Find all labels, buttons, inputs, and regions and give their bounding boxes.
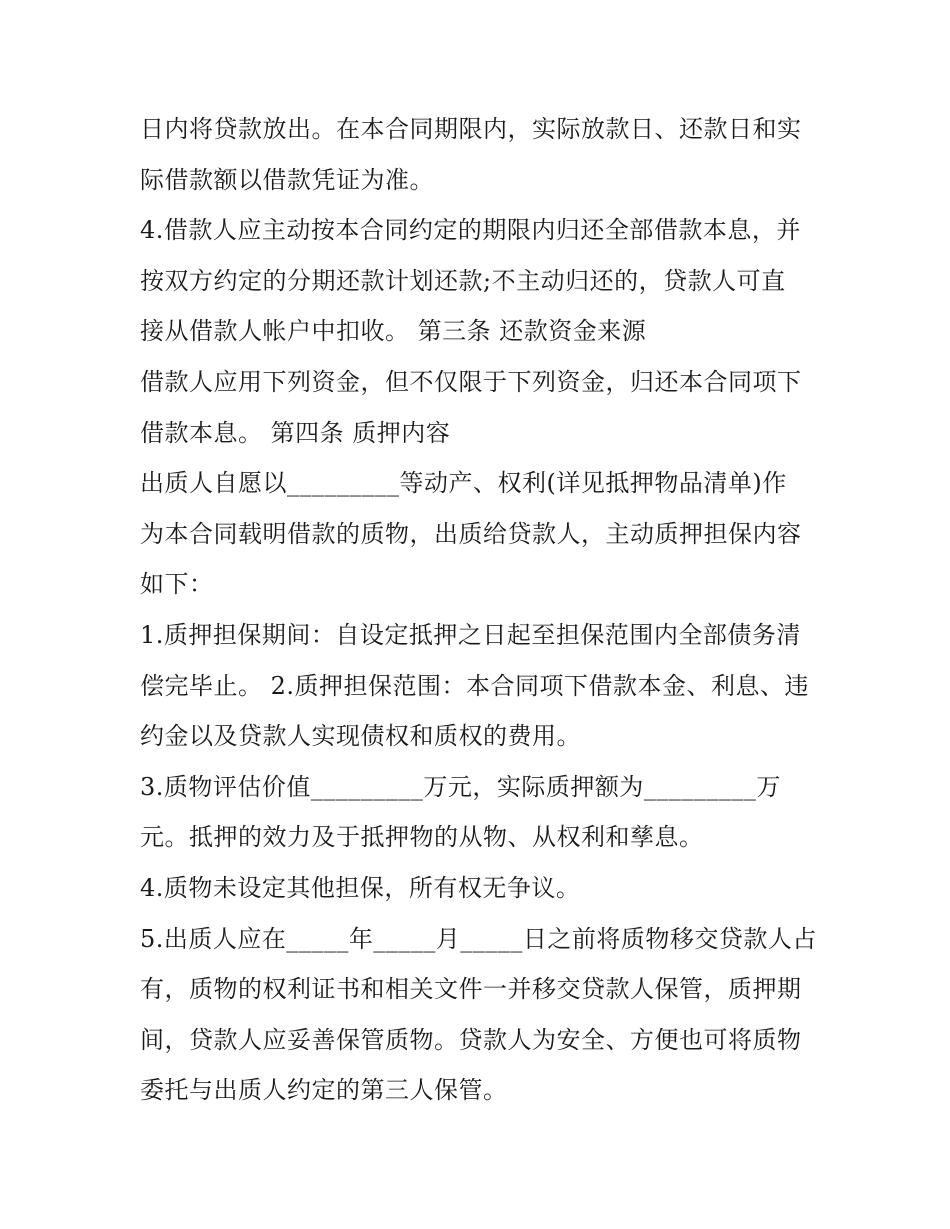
document-body bbox=[140, 104, 830, 1116]
text-line: 委托与出质人约定的第三人保管。 bbox=[140, 1076, 508, 1105]
text-line: 为本合同载明借款的质物，出质给贷款人，主动质押担保内容 bbox=[140, 519, 802, 548]
text-line: 约金以及贷款人实现债权和质权的费用。 bbox=[140, 722, 581, 751]
text-line: 3.质物评估价值_________万元，实际质押额为_________万 bbox=[140, 772, 781, 801]
text-line: 日内将贷款放出。在本合同期限内，实际放款日、还款日和实 bbox=[140, 115, 802, 143]
text-line: 元。抵押的效力及于抵押物的从物、从权利和孳息。 bbox=[140, 823, 704, 852]
text-line: 接从借款人帐户中扣收。 第三条 还款资金来源 bbox=[140, 317, 647, 346]
text-line: 借款本息。 第四条 质押内容 bbox=[140, 418, 451, 447]
text-line: 出质人自愿以_________等动产、权利(详见抵押物品清单)作 bbox=[140, 469, 787, 498]
text-line: 如下： bbox=[140, 570, 214, 599]
text-line: 按双方约定的分期还款计划还款;不主动归还的，贷款人可直 bbox=[140, 266, 786, 295]
text-line: 4.质物未设定其他担保，所有权无争议。 bbox=[140, 873, 581, 902]
text-line: 有，质物的权利证书和相关文件一并移交贷款人保管，质押期 bbox=[140, 975, 802, 1004]
text-line: 4.借款人应主动按本合同约定的期限内归还全部借款本息，并 bbox=[140, 216, 801, 245]
text-line: 偿完毕止。 2.质押担保范围：本合同项下借款本金、利息、违 bbox=[140, 671, 810, 700]
text-line: 际借款额以借款凭证为准。 bbox=[140, 165, 434, 194]
text-line: 1.质押担保期间：自设定抵押之日起至担保范围内全部债务清 bbox=[140, 620, 801, 649]
text-line: 5.出质人应在_____年_____月_____日之前将质物移交贷款人占 bbox=[140, 924, 817, 953]
text-line: 间，贷款人应妥善保管质物。贷款人为安全、方便也可将质物 bbox=[140, 1025, 802, 1054]
text-line: 借款人应用下列资金，但不仅限于下列资金，归还本合同项下 bbox=[140, 367, 802, 396]
